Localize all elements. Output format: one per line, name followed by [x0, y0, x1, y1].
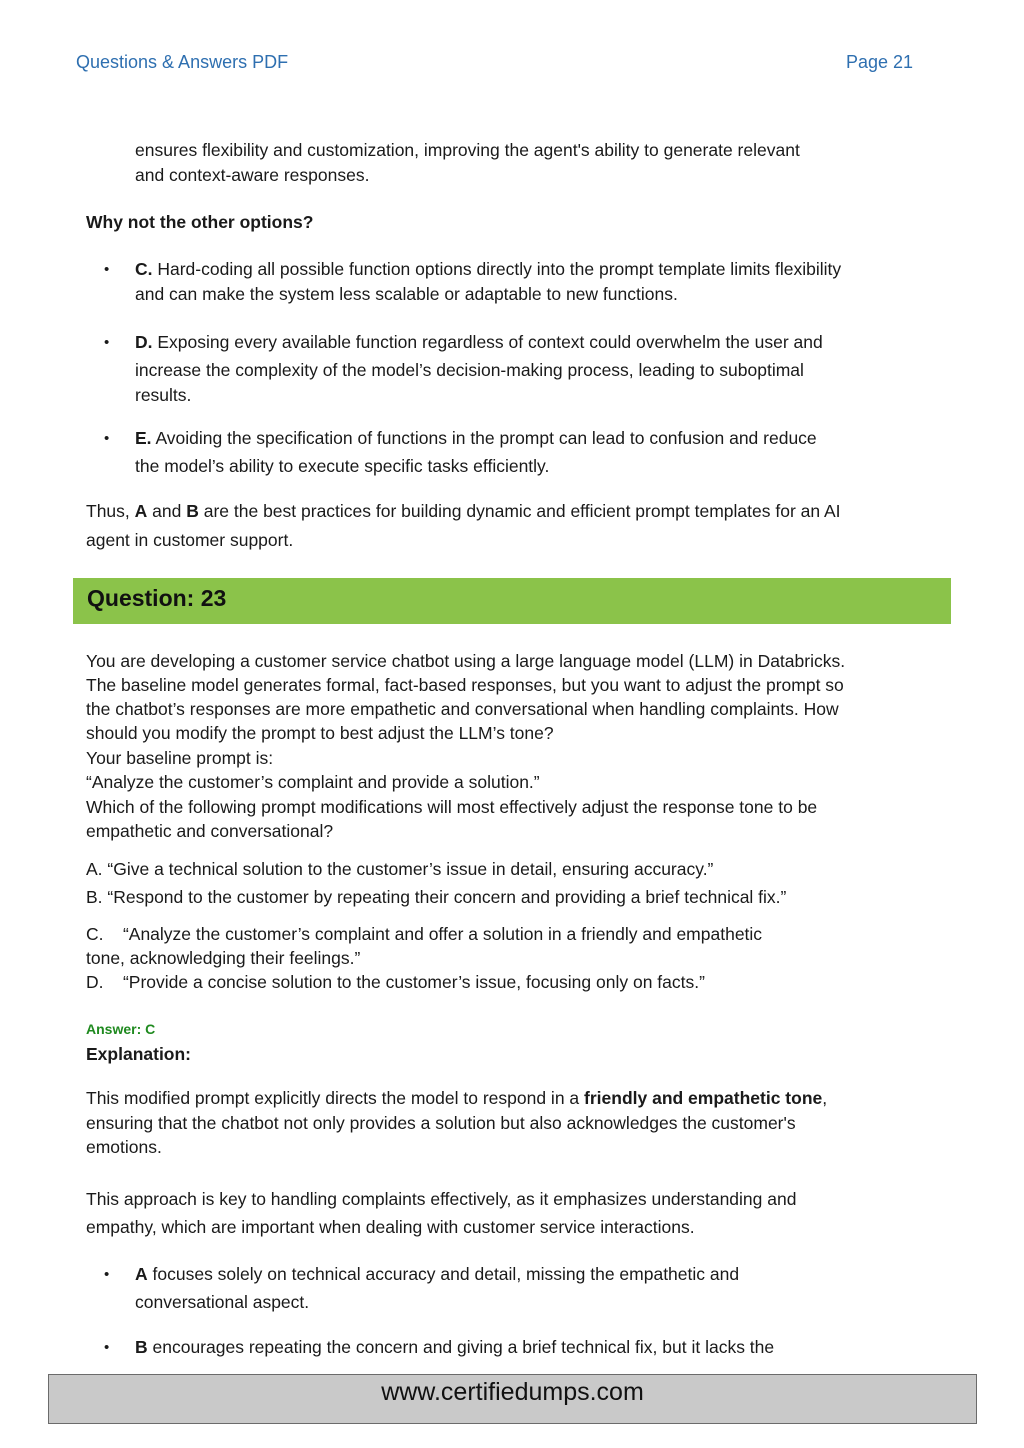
bullet-c-line-1 — [135, 257, 841, 282]
bullet-dot: • — [104, 430, 110, 447]
explanation-text: , — [822, 1088, 828, 1108]
page-number: Page 21 — [846, 52, 914, 72]
conclusion-key-b: B — [186, 501, 199, 521]
why-heading: Why not the other options? — [86, 212, 314, 232]
question-stem-line: should you modify the prompt to best adjust the LLM’s tone? — [86, 723, 554, 743]
bullet-d-line-1 — [135, 330, 823, 355]
option-a: A. “Give a technical solution to the customer’s issue in detail, ensuring accuracy.” — [86, 859, 714, 879]
explanation-heading: Explanation: — [86, 1044, 192, 1064]
bullet-dot: • — [104, 1339, 110, 1356]
explanation-line-2: ensuring that the chatbot not only provides a solution but also acknowledges the customer's — [86, 1113, 796, 1133]
question-title: Question: 23 — [87, 585, 227, 611]
explanation2-line-1: This approach is key to handling complaints effectively, as it emphasizes understanding and — [86, 1189, 797, 1209]
bullet-text: Hard-coding all possible function options directly into the prompt template limits flexibility — [152, 259, 842, 279]
bullet-e-line-2: the model’s ability to execute specific tasks efficiently. — [135, 456, 550, 476]
bullet-key: A — [135, 1264, 148, 1284]
option-b: B. “Respond to the customer by repeating their concern and providing a brief technical fix.” — [86, 887, 787, 907]
bullet-key: C. — [135, 259, 153, 279]
explanation-line-3: emotions. — [86, 1137, 162, 1157]
bullet-key: E. — [135, 428, 152, 448]
question-stem-line: You are developing a customer service chatbot using a large language model (LLM) in Databricks. — [86, 651, 846, 671]
bullet-c-line-2: and can make the system less scalable or adaptable to new functions. — [135, 284, 678, 304]
bullet-dot: • — [104, 261, 110, 278]
option-d: D. “Provide a concise solution to the customer’s issue, focusing only on facts.” — [86, 972, 705, 992]
bullet-text: focuses solely on technical accuracy and detail, missing the empathetic and — [147, 1264, 740, 1284]
intro-line-1: ensures flexibility and customization, improving the agent's ability to generate relevant — [135, 140, 800, 160]
intro-line-2: and context-aware responses. — [135, 165, 370, 185]
footer-url[interactable]: www.certifiedumps.com — [381, 1378, 644, 1406]
option-c: C. “Analyze the customer’s complaint and offer a solution in a friendly and empathetic — [86, 924, 763, 944]
explanation2-line-2: empathy, which are important when dealing with customer service interactions. — [86, 1217, 695, 1237]
bullet-key: B — [135, 1337, 148, 1357]
explanation-emphasis: friendly and empathetic tone — [584, 1088, 823, 1108]
bullet-a-line-2: conversational aspect. — [135, 1292, 310, 1312]
question-stem-line: Your baseline prompt is: — [86, 748, 274, 768]
question-stem-line: The baseline model generates formal, fact-based responses, but you want to adjust the prompt so — [86, 675, 844, 695]
bullet-text: Exposing every available function regardless of context could overwhelm the user and — [152, 332, 823, 352]
bullet-d-line-3: results. — [135, 385, 192, 405]
bullet-e-line-1 — [135, 426, 817, 451]
question-stem-line: the chatbot’s responses are more empathetic and conversational when handling complaints. How — [86, 699, 839, 719]
header-title: Questions & Answers PDF — [76, 52, 289, 72]
question-stem-line: “Analyze the customer’s complaint and provide a solution.” — [86, 772, 540, 792]
conclusion-text: and — [147, 501, 187, 521]
bullet-dot: • — [104, 1266, 110, 1283]
bullet-key: D. — [135, 332, 153, 352]
option-c-continued: tone, acknowledging their feelings.” — [86, 948, 361, 968]
bullet-d-line-2: increase the complexity of the model’s decision-making process, leading to suboptimal — [135, 360, 804, 380]
conclusion-text: are the best practices for building dynamic and efficient prompt templates for an AI — [198, 501, 841, 521]
bullet-a-line-1 — [135, 1262, 739, 1287]
explanation-line-1 — [86, 1086, 827, 1111]
bullet-text: encourages repeating the concern and giving a brief technical fix, but it lacks the — [147, 1337, 775, 1357]
question-stem-line: Which of the following prompt modifications will most effectively adjust the response tone to be — [86, 797, 818, 817]
conclusion-key-a: A — [134, 501, 148, 521]
question-stem-line: empathetic and conversational? — [86, 821, 334, 841]
bullet-dot: • — [104, 334, 110, 351]
answer-label: Answer: C — [86, 1021, 156, 1037]
conclusion-line-1 — [86, 499, 841, 524]
conclusion-text: Thus, — [86, 501, 135, 521]
bullet-text: Avoiding the specification of functions in the prompt can lead to confusion and reduce — [151, 428, 817, 448]
explanation-text: This modified prompt explicitly directs the model to respond in a — [86, 1088, 585, 1108]
bullet-b-line-1 — [135, 1335, 774, 1360]
conclusion-line-2: agent in customer support. — [86, 530, 294, 550]
